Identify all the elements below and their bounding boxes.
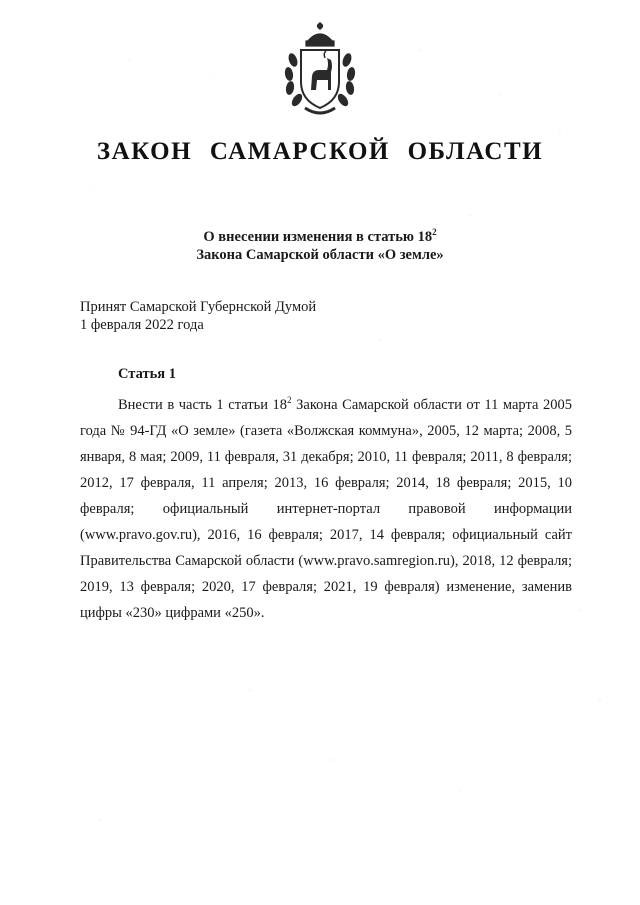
law-subject (0, 228, 640, 264)
article-text-superscript: 2 (287, 395, 292, 406)
crown-icon (306, 22, 334, 46)
adopted-by: Принят Самарской Губернской Думой (80, 299, 317, 315)
subject-line-1 (0, 228, 640, 246)
article-text-part-1: Внести в часть 1 статьи 18 (118, 397, 288, 413)
law-title: ЗАКОН САМАРСКОЙ ОБЛАСТИ (96, 138, 544, 165)
subject-line-1-superscript: 2 (432, 227, 437, 238)
subject-line-2: Закона Самарской области «О земле» (196, 247, 444, 263)
article-body (80, 392, 572, 626)
adoption-info (80, 298, 316, 334)
coat-of-arms-emblem (279, 20, 361, 120)
article-heading: Статья 1 (118, 366, 176, 382)
adopted-date: 1 февраля 2022 года (80, 317, 204, 333)
shield-icon (301, 50, 339, 108)
article-text-part-2: Закона Самарской области от 11 марта 2005 года № 94-ГД «О земле» (газета «Волжская коммуна», 2005, 12 марта; 2008, 5 января, 8 мая; 2009, 11 февраля, 31 декабря; 2010, 11 февраля; 2011, 8 февраля; 2012, 17 февраля, 11 апреля; 2013, 16 февраля; 2014, 18 февраля; 2015, 10 февраля; официальный интернет-портал правовой информации (www.pravo.gov.ru), 2016, 16 февраля; 2017, 14 февраля; официальный сайт Правительства Самарской области (www.pravo.samregion.ru), 2018, 12 февраля; 2019, 13 февраля; 2020, 17 февраля; 2021, 19 февраля) изменение, заменив цифры «230» цифрами «250». (80, 397, 572, 621)
subject-line-1-text: О внесении изменения в статью 18 (203, 229, 433, 245)
